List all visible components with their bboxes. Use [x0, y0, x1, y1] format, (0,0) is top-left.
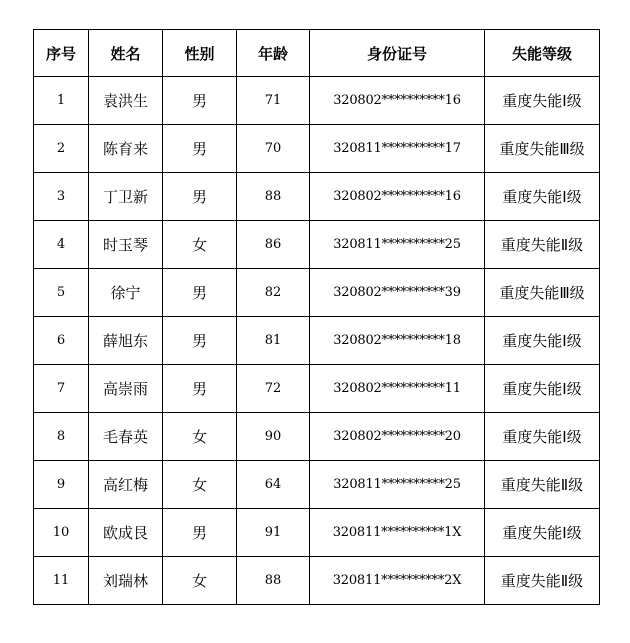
- cell-seq: 9: [34, 461, 89, 509]
- cell-age: 81: [237, 317, 310, 365]
- cell-age: 88: [237, 173, 310, 221]
- header-disability-level: 失能等级: [485, 30, 600, 77]
- cell-disability-level: 重度失能Ⅲ级: [485, 125, 600, 173]
- table-row: [34, 461, 600, 509]
- cell-name: 徐宁: [89, 269, 163, 317]
- cell-age: 90: [237, 413, 310, 461]
- cell-gender: 男: [163, 125, 237, 173]
- table-row: [34, 413, 600, 461]
- cell-disability-level: 重度失能Ⅰ级: [485, 77, 600, 125]
- cell-age: 72: [237, 365, 310, 413]
- header-gender: 性别: [163, 30, 237, 77]
- cell-seq: 6: [34, 317, 89, 365]
- cell-gender: 男: [163, 317, 237, 365]
- cell-gender: 男: [163, 269, 237, 317]
- header-seq: 序号: [34, 30, 89, 77]
- table-row: [34, 173, 600, 221]
- cell-name: 陈育来: [89, 125, 163, 173]
- cell-seq: 2: [34, 125, 89, 173]
- cell-age: 70: [237, 125, 310, 173]
- table-row: [34, 125, 600, 173]
- cell-id-number: 320802**********18: [310, 317, 485, 365]
- table-header-row: [34, 30, 600, 77]
- cell-disability-level: 重度失能Ⅰ级: [485, 509, 600, 557]
- cell-disability-level: 重度失能Ⅰ级: [485, 317, 600, 365]
- cell-name: 高红梅: [89, 461, 163, 509]
- header-name: 姓名: [89, 30, 163, 77]
- cell-age: 64: [237, 461, 310, 509]
- cell-name: 薛旭东: [89, 317, 163, 365]
- cell-gender: 男: [163, 77, 237, 125]
- cell-id-number: 320811**********2X: [310, 557, 485, 605]
- cell-name: 刘瑞林: [89, 557, 163, 605]
- table-row: [34, 77, 600, 125]
- cell-id-number: 320802**********16: [310, 77, 485, 125]
- cell-id-number: 320811**********25: [310, 461, 485, 509]
- cell-disability-level: 重度失能Ⅱ级: [485, 557, 600, 605]
- table-row: [34, 557, 600, 605]
- cell-seq: 3: [34, 173, 89, 221]
- cell-age: 71: [237, 77, 310, 125]
- cell-id-number: 320811**********1X: [310, 509, 485, 557]
- table-row: [34, 221, 600, 269]
- cell-id-number: 320802**********11: [310, 365, 485, 413]
- table-row: [34, 509, 600, 557]
- cell-id-number: 320802**********39: [310, 269, 485, 317]
- table-row: [34, 365, 600, 413]
- cell-gender: 女: [163, 221, 237, 269]
- cell-seq: 8: [34, 413, 89, 461]
- cell-id-number: 320802**********20: [310, 413, 485, 461]
- header-age: 年龄: [237, 30, 310, 77]
- cell-seq: 11: [34, 557, 89, 605]
- cell-disability-level: 重度失能Ⅰ级: [485, 413, 600, 461]
- cell-name: 袁洪生: [89, 77, 163, 125]
- disability-table-container: [33, 29, 600, 605]
- cell-gender: 男: [163, 173, 237, 221]
- cell-name: 毛春英: [89, 413, 163, 461]
- disability-table: [33, 29, 600, 605]
- cell-gender: 女: [163, 413, 237, 461]
- cell-age: 88: [237, 557, 310, 605]
- cell-disability-level: 重度失能Ⅲ级: [485, 269, 600, 317]
- cell-seq: 4: [34, 221, 89, 269]
- cell-seq: 7: [34, 365, 89, 413]
- cell-age: 82: [237, 269, 310, 317]
- cell-id-number: 320802**********16: [310, 173, 485, 221]
- cell-gender: 女: [163, 557, 237, 605]
- cell-seq: 5: [34, 269, 89, 317]
- cell-age: 86: [237, 221, 310, 269]
- cell-name: 丁卫新: [89, 173, 163, 221]
- cell-disability-level: 重度失能Ⅱ级: [485, 461, 600, 509]
- cell-seq: 1: [34, 77, 89, 125]
- cell-gender: 男: [163, 365, 237, 413]
- cell-gender: 男: [163, 509, 237, 557]
- cell-name: 时玉琴: [89, 221, 163, 269]
- cell-age: 91: [237, 509, 310, 557]
- cell-disability-level: 重度失能Ⅰ级: [485, 173, 600, 221]
- header-id-number: 身份证号: [310, 30, 485, 77]
- table-row: [34, 269, 600, 317]
- cell-gender: 女: [163, 461, 237, 509]
- cell-disability-level: 重度失能Ⅰ级: [485, 365, 600, 413]
- cell-id-number: 320811**********17: [310, 125, 485, 173]
- cell-name: 高崇雨: [89, 365, 163, 413]
- cell-name: 欧成艮: [89, 509, 163, 557]
- cell-id-number: 320811**********25: [310, 221, 485, 269]
- cell-disability-level: 重度失能Ⅱ级: [485, 221, 600, 269]
- cell-seq: 10: [34, 509, 89, 557]
- table-row: [34, 317, 600, 365]
